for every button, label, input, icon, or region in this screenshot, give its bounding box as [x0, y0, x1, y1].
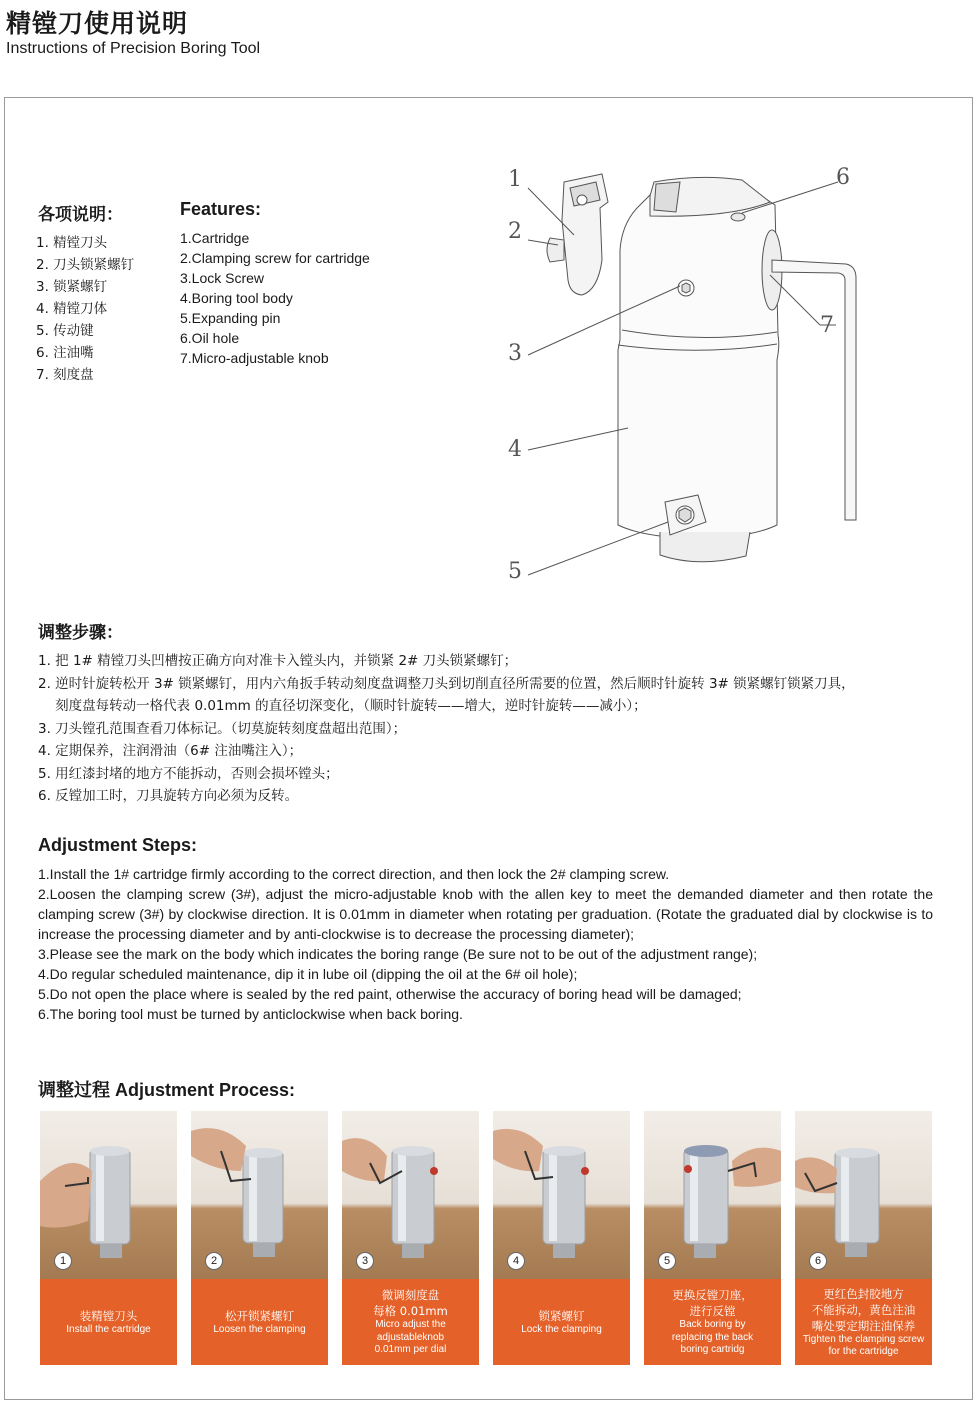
list-item: 2.Loosen the clamping screw (3#), adjust the micro-adjustable knob with the allen key to meet the demanded diameter and then rotate the clamping screw (3#) by clockwise direction. It is 0.01mm in diameter when rotating per graduation. (Rotate the graduated dial by clockwise is to increase the processing diameter and by anti-clockwise is to decrease the processing diameter);: [38, 886, 933, 942]
list-item: 7.Micro-adjustable knob: [180, 350, 329, 366]
features-heading-cn: 各项说明：: [38, 205, 123, 225]
caption-cn: 微调刻度盘 每格 0.01mm: [373, 1288, 448, 1319]
list-item: 6. 反镗加工时，刀具旋转方向必须为反转。: [38, 788, 299, 804]
step-number-badge: 1: [54, 1252, 72, 1270]
caption-cn: 装精镗刀头: [79, 1308, 138, 1323]
process-card-1: [40, 1111, 177, 1365]
boring-tool-drawing: [500, 160, 880, 590]
callout-7: 7: [820, 313, 834, 338]
list-item: 1. 把 1# 精镗刀头凹槽按正确方向对准卡入镗头内，并锁紧 2# 刀头锁紧螺钉；: [38, 653, 518, 669]
list-item: 5.Do not open the place where is sealed by the red paint, otherwise the accuracy of boring head will be damaged;: [38, 986, 742, 1002]
list-item: 1.Cartridge: [180, 230, 250, 246]
list-item: 2. 逆时针旋转松开 3# 锁紧螺钉，用内六角扳手转动刻度盘调整刀头到切削直径所需要的位置，然后顺时针旋转 3# 锁紧螺钉锁紧刀具，: [38, 675, 855, 692]
callout-5: 5: [508, 559, 522, 584]
list-item: 7. 刻度盘: [36, 367, 94, 383]
list-item: 4.Do regular scheduled maintenance, dip it in lube oil (dipping the oil at the 6# oil hole);: [38, 966, 578, 982]
page-title-en: Instructions of Precision Boring Tool: [6, 40, 261, 57]
parts-list-cn: [36, 232, 134, 386]
caption-cn: 更换反镗刀座， 进行反镗: [672, 1288, 753, 1319]
process-heading: 调整过程 Adjustment Process:: [38, 1080, 296, 1100]
list-item: 3. 锁紧螺钉: [36, 279, 108, 295]
callout-1: 1: [508, 167, 522, 192]
caption-en: Lock the clamping: [521, 1323, 602, 1335]
list-item: 刻度盘每转动一格代表 0.01mm 的直径切深变化，（顺时针旋转——增大，逆时针旋转——减小）；: [38, 698, 647, 714]
process-card-2: [191, 1111, 328, 1365]
process-caption: [644, 1279, 781, 1365]
callout-3: 3: [508, 341, 522, 366]
list-item: 3.Lock Screw: [180, 270, 265, 286]
list-item: 2.Clamping screw for cartridge: [180, 250, 370, 266]
caption-cn: 锁紧螺钉: [538, 1308, 585, 1323]
step-number-badge: 4: [507, 1252, 525, 1270]
caption-en: Install the cartridge: [66, 1323, 151, 1335]
list-item: 1.Install the 1# cartridge firmly according to the correct direction, and then lock the 2# clamping screw.: [38, 866, 670, 882]
steps-heading-en: Adjustment Steps:: [38, 835, 198, 855]
steps-heading-cn: 调整步骤：: [38, 623, 123, 643]
callout-2: 2: [508, 219, 522, 244]
caption-en: Tighten the clamping screw for the cartridge: [802, 1333, 925, 1357]
process-cards: [40, 1111, 932, 1365]
caption-cn: 松开锁紧螺钉: [225, 1308, 294, 1323]
list-item: 2. 刀头锁紧螺钉: [36, 257, 135, 273]
steps-list-en: [38, 864, 933, 1024]
list-item: 4.Boring tool body: [180, 290, 293, 306]
step-number-badge: 5: [658, 1252, 676, 1270]
process-caption: [191, 1279, 328, 1365]
process-card-4: [493, 1111, 630, 1365]
list-item: 6.The boring tool must be turned by anticlockwise when back boring.: [38, 1006, 463, 1022]
process-caption: [40, 1279, 177, 1365]
list-item: 4. 精镗刀体: [36, 301, 108, 317]
list-item: 5. 用红漆封堵的地方不能拆动，否则会损坏镗头；: [38, 765, 339, 782]
caption-en: Loosen the clamping: [213, 1323, 306, 1335]
list-item: 4. 定期保养，注润滑油（6# 注油嘴注入）；: [38, 743, 303, 759]
parts-list-en: [180, 228, 370, 368]
list-item: 6. 注油嘴: [36, 345, 94, 361]
list-item: 6.Oil hole: [180, 330, 240, 346]
list-item: 3. 刀头镗孔范围查看刀体标记。（切莫旋转刻度盘超出范围）；: [38, 720, 407, 737]
step-number-badge: 6: [809, 1252, 827, 1270]
list-item: 5.Expanding pin: [180, 310, 281, 326]
step-number-badge: 2: [205, 1252, 223, 1270]
features-heading-en: Features:: [180, 199, 262, 219]
process-caption: [342, 1279, 479, 1365]
process-card-5: [644, 1111, 781, 1365]
caption-en: Micro adjust the adjustableknob 0.01mm per dial: [374, 1319, 447, 1356]
process-card-3: [342, 1111, 479, 1365]
caption-en: Back boring by replacing the back boring cartridg: [671, 1319, 754, 1356]
caption-cn: 更红色封胶地方 不能拆动，黄色注油 嘴处要定期注油保养: [811, 1286, 916, 1333]
callout-4: 4: [508, 437, 522, 462]
step-number-badge: 3: [356, 1252, 374, 1270]
page-title-cn: 精镗刀使用说明: [6, 9, 189, 38]
process-caption: [493, 1279, 630, 1365]
callout-6: 6: [836, 165, 850, 190]
list-item: 3.Please see the mark on the body which indicates the boring range (Be sure not to be out of the adjustment range);: [38, 946, 758, 962]
process-caption: [795, 1279, 932, 1365]
list-item: 1. 精镗刀头: [36, 235, 108, 251]
list-item: 5. 传动键: [36, 323, 94, 339]
process-card-6: [795, 1111, 932, 1365]
steps-list-cn: [38, 650, 938, 808]
